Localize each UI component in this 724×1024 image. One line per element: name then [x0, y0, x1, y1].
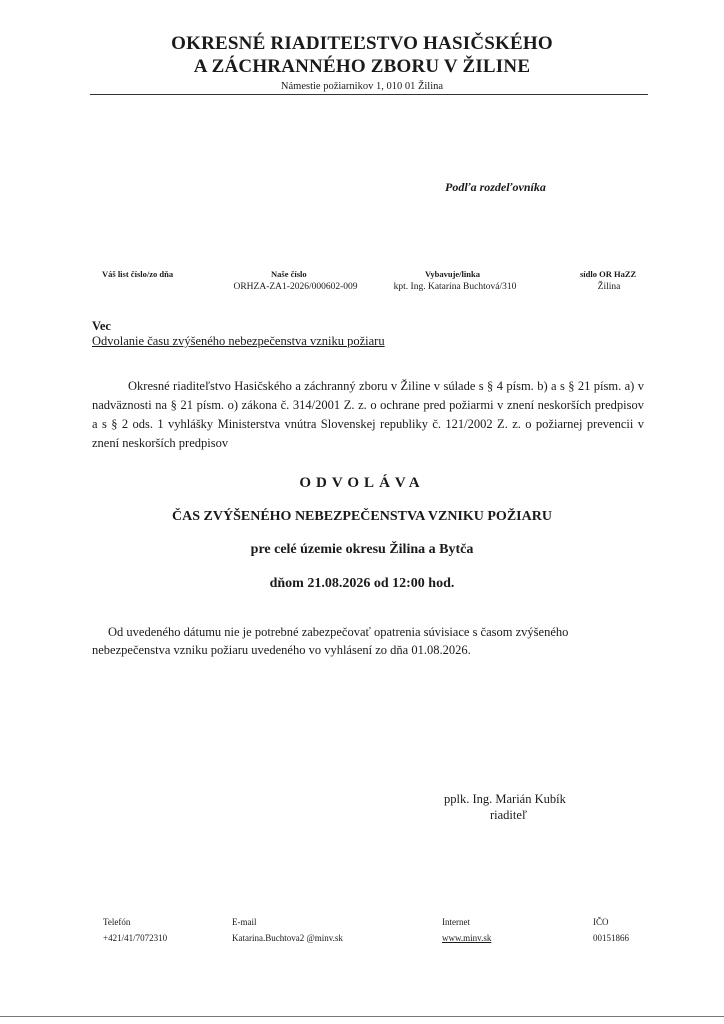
your-reference-label: Váš list číslo/zo dňa	[102, 269, 174, 279]
declaration-verb: ODVOLÁVA	[299, 475, 425, 491]
footer-phone-label: Telefón	[103, 917, 131, 927]
page-bottom-divider	[0, 1016, 724, 1017]
signatory-name: pplk. Ing. Marián Kubík	[444, 792, 566, 806]
footer-ico: 00151866	[593, 933, 629, 943]
body-paragraph: Okresné riaditeľstvo Hasičského a záchranný zboru v Žiline v súlade s § 4 písm. b) a s § 21 písm. a) v nadväznosti na § 21 písm. o) zákona č. 314/2001 Z. z. o ochrane pred požiarmi v znení neskorších predpisov a s § 2 ods. 1 vyhlášky Ministerstva vnútra Slovenskej republiky č. 121/2002 Z. z. o požiarnej prevencii v znení neskorších predpisov	[92, 379, 644, 450]
header-title-line2: A ZÁCHRANNÉHO ZBORU V ŽILINE	[193, 56, 531, 77]
header-title-line1: OKRESNÉ RIADITEĽSTVO HASIČSKÉHO	[171, 33, 553, 54]
header-divider	[90, 94, 648, 95]
seat-value: Žilina	[597, 282, 621, 292]
footer-email-label: E-mail	[232, 917, 257, 927]
our-reference-value: ORHZA-ZA1-2026/000602-009	[233, 282, 358, 292]
note-paragraph: Od uvedeného dátumu nie je potrebné zabezpečovať opatrenia súvisiace s časom zvýšeného nebezpečenstva vzniku požiaru uvedeného vo vyhlásení zo dňa 01.08.2026.	[92, 625, 569, 657]
seat-label: sídlo OR HaZZ	[580, 269, 637, 279]
handler-value: kpt. Ing. Katarína Buchtová/310	[393, 282, 517, 292]
declaration-title: ČAS ZVÝŠENÉHO NEBEZPEČENSTVA VZNIKU POŽIARU	[172, 509, 552, 524]
our-reference-label: Naše číslo	[271, 269, 307, 279]
footer-ico-label: IČO	[593, 917, 609, 927]
subject-text: Odvolanie času zvýšeného nebezpečenstva vzniku požiaru	[92, 334, 385, 348]
distribution-note: Podľa rozdeľovníka	[445, 180, 546, 194]
declaration-date: dňom 21.08.2026 od 12:00 hod.	[269, 576, 455, 591]
declaration-territory: pre celé územie okresu Žilina a Bytča	[250, 542, 474, 557]
footer-phone: +421/41/7072310	[103, 933, 168, 943]
subject-label: Vec	[92, 319, 111, 333]
footer-web-link[interactable]: www.minv.sk	[442, 933, 492, 943]
footer-email[interactable]: Katarina.Buchtova2 @minv.sk	[232, 933, 343, 943]
handler-label: Vybavuje/linka	[425, 269, 480, 279]
header-address: Námestie požiarnikov 1, 010 01 Žilina	[280, 81, 444, 92]
footer-web-label: Internet	[442, 917, 470, 927]
signatory-title: riaditeľ	[490, 808, 528, 822]
